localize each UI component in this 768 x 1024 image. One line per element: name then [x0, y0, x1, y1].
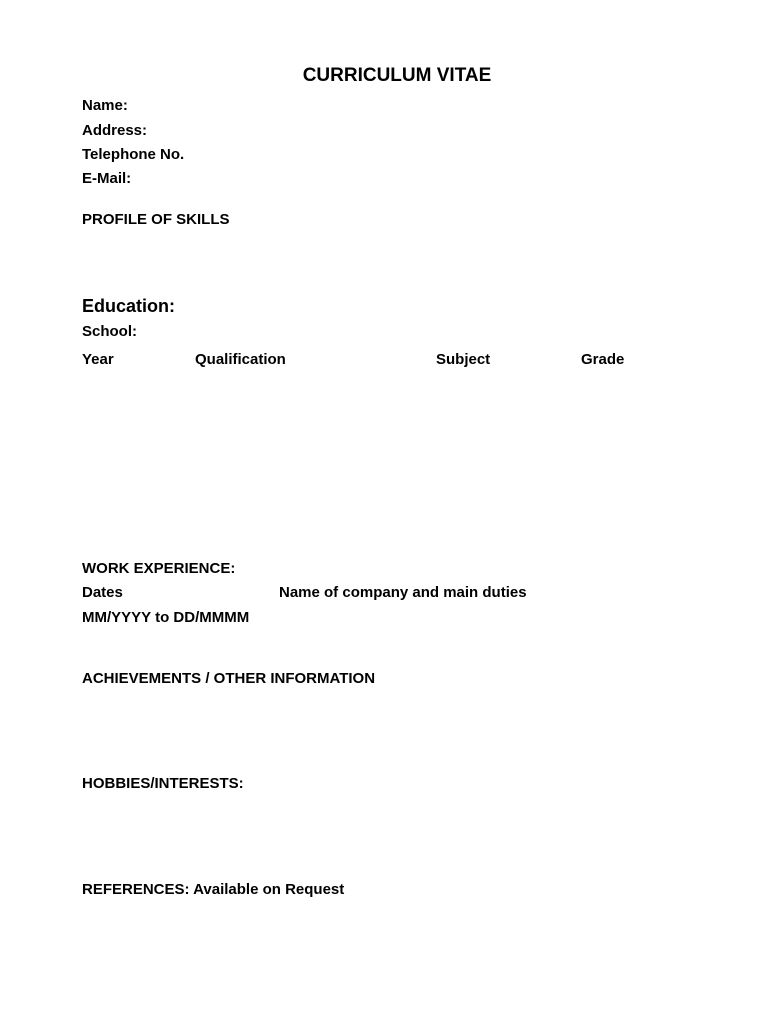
company-duties-label: Name of company and main duties [279, 584, 527, 601]
address-label: Address: [82, 122, 148, 139]
profile-of-skills-heading: PROFILE OF SKILLS [82, 211, 230, 228]
education-heading: Education: [82, 296, 175, 316]
name-label: Name: [82, 97, 128, 114]
document-title: CURRICULUM VITAE [302, 65, 492, 86]
work-experience-heading: WORK EXPERIENCE: [82, 560, 236, 577]
column-grade: Grade [581, 351, 625, 368]
column-qualification: Qualification [195, 351, 286, 368]
hobbies-heading: HOBBIES/INTERESTS: [82, 775, 244, 792]
telephone-label: Telephone No. [82, 146, 185, 163]
references-text: REFERENCES: Available on Request [82, 881, 345, 898]
column-year: Year [82, 351, 114, 368]
column-subject: Subject [436, 351, 491, 368]
email-label: E-Mail: [82, 170, 132, 187]
dates-label: Dates [82, 584, 123, 601]
school-label: School: [82, 323, 137, 340]
date-format-text: MM/YYYY to DD/MMMM [82, 609, 250, 626]
achievements-heading: ACHIEVEMENTS / OTHER INFORMATION [82, 670, 376, 687]
